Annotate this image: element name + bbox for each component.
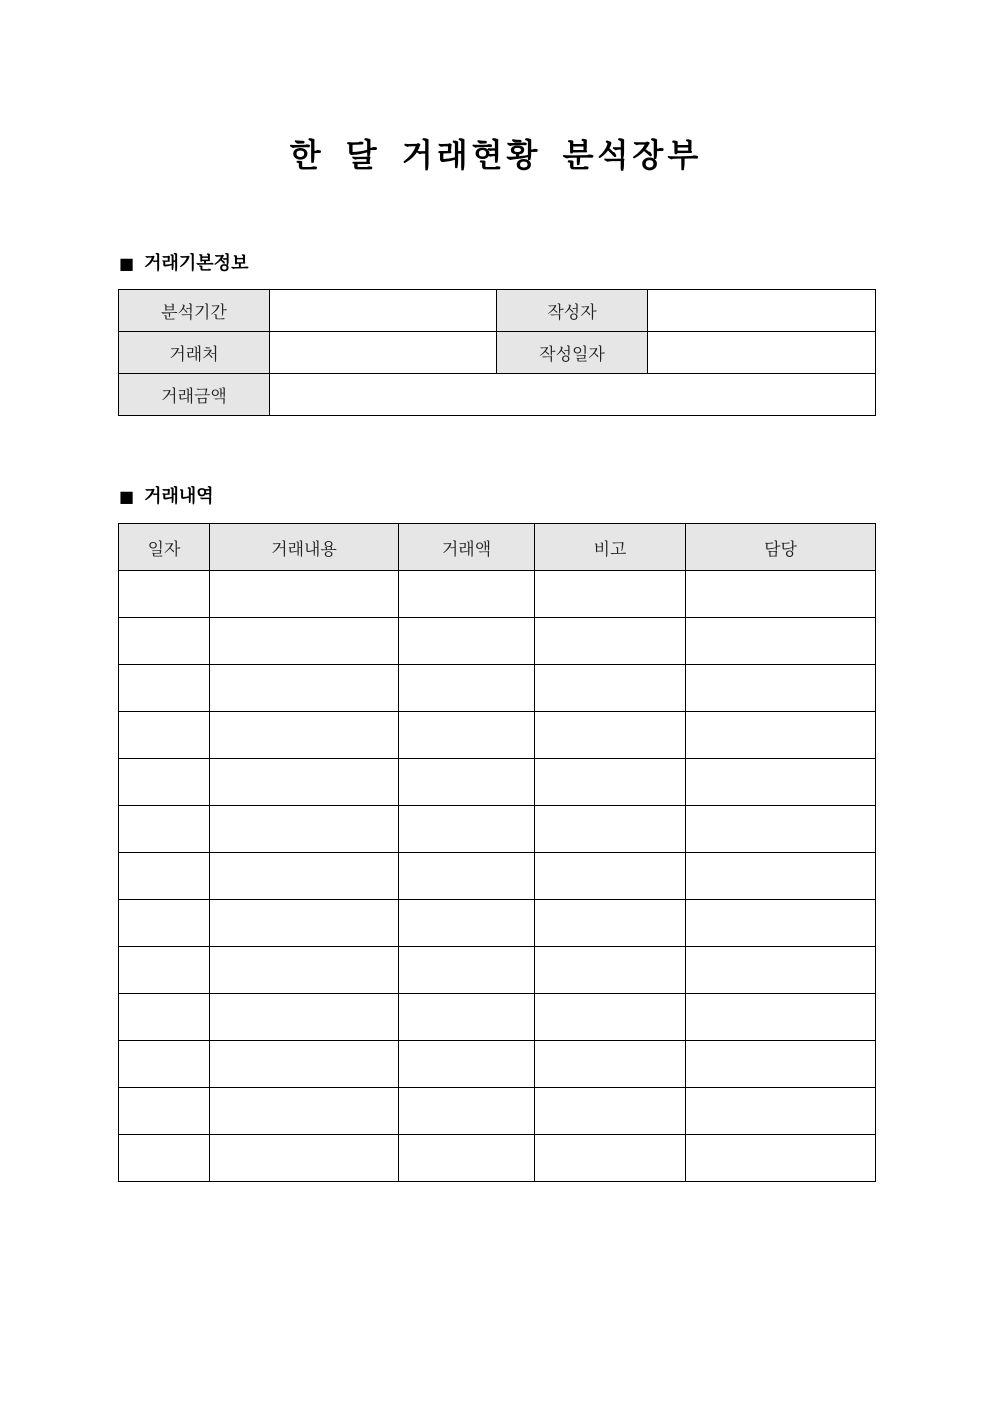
cell-manager[interactable] — [686, 571, 876, 618]
cell-date[interactable] — [119, 806, 210, 853]
cell-date[interactable] — [119, 712, 210, 759]
table-row — [119, 712, 876, 759]
cell-note[interactable] — [535, 900, 686, 947]
cell-amount[interactable] — [399, 571, 535, 618]
cell-note[interactable] — [535, 618, 686, 665]
cell-amount[interactable] — [399, 712, 535, 759]
cell-note[interactable] — [535, 1135, 686, 1182]
page-title: 한 달 거래현황 분석장부 — [289, 136, 703, 174]
table-row — [119, 853, 876, 900]
cell-description[interactable] — [210, 900, 399, 947]
cell-manager[interactable] — [686, 947, 876, 994]
cell-manager[interactable] — [686, 853, 876, 900]
square-bullet-icon: ■ — [119, 487, 135, 506]
cell-amount[interactable] — [399, 853, 535, 900]
cell-amount[interactable] — [399, 806, 535, 853]
column-header-date: 일자 — [119, 524, 210, 571]
cell-note[interactable] — [535, 665, 686, 712]
cell-description[interactable] — [210, 571, 399, 618]
cell-amount[interactable] — [399, 1041, 535, 1088]
table-row — [119, 900, 876, 947]
cell-description[interactable] — [210, 1135, 399, 1182]
cell-manager[interactable] — [686, 759, 876, 806]
cell-note[interactable] — [535, 853, 686, 900]
cell-amount[interactable] — [399, 759, 535, 806]
cell-description[interactable] — [210, 1041, 399, 1088]
cell-description[interactable] — [210, 665, 399, 712]
table-row — [119, 759, 876, 806]
cell-date[interactable] — [119, 900, 210, 947]
cell-note[interactable] — [535, 1041, 686, 1088]
cell-note[interactable] — [535, 994, 686, 1041]
cell-amount[interactable] — [399, 994, 535, 1041]
label-author: 작성자 — [497, 290, 648, 332]
transactions-body — [119, 571, 876, 1182]
section-heading-basic-info — [119, 252, 248, 276]
label-client: 거래처 — [119, 332, 270, 374]
cell-note[interactable] — [535, 571, 686, 618]
transactions-table — [118, 523, 876, 1182]
section-heading-label: 거래기본정보 — [144, 253, 249, 274]
column-header-note: 비고 — [535, 524, 686, 571]
cell-description[interactable] — [210, 947, 399, 994]
cell-note[interactable] — [535, 759, 686, 806]
cell-description[interactable] — [210, 1088, 399, 1135]
table-row — [119, 1135, 876, 1182]
cell-date[interactable] — [119, 853, 210, 900]
cell-manager[interactable] — [686, 665, 876, 712]
column-header-description: 거래내용 — [210, 524, 399, 571]
info-row-client — [119, 332, 876, 374]
label-date: 작성일자 — [497, 332, 648, 374]
cell-date[interactable] — [119, 759, 210, 806]
table-row — [119, 1088, 876, 1135]
cell-manager[interactable] — [686, 1041, 876, 1088]
square-bullet-icon: ■ — [119, 254, 135, 273]
label-amount: 거래금액 — [119, 374, 270, 416]
cell-manager[interactable] — [686, 618, 876, 665]
cell-manager[interactable] — [686, 1088, 876, 1135]
cell-amount[interactable] — [399, 618, 535, 665]
cell-date[interactable] — [119, 1088, 210, 1135]
cell-description[interactable] — [210, 712, 399, 759]
cell-amount[interactable] — [399, 900, 535, 947]
cell-manager[interactable] — [686, 712, 876, 759]
info-row-period — [119, 290, 876, 332]
basic-info-table — [118, 289, 876, 416]
cell-date[interactable] — [119, 571, 210, 618]
cell-description[interactable] — [210, 759, 399, 806]
cell-date[interactable] — [119, 1135, 210, 1182]
cell-note[interactable] — [535, 712, 686, 759]
cell-date[interactable] — [119, 665, 210, 712]
cell-date[interactable] — [119, 1041, 210, 1088]
value-period-field[interactable] — [270, 290, 497, 332]
column-header-amount: 거래액 — [399, 524, 535, 571]
cell-amount[interactable] — [399, 1088, 535, 1135]
section-heading-transactions — [119, 485, 214, 509]
cell-description[interactable] — [210, 806, 399, 853]
table-row — [119, 571, 876, 618]
cell-amount[interactable] — [399, 665, 535, 712]
table-row — [119, 1041, 876, 1088]
info-row-amount — [119, 374, 876, 416]
cell-amount[interactable] — [399, 1135, 535, 1182]
cell-note[interactable] — [535, 806, 686, 853]
cell-description[interactable] — [210, 853, 399, 900]
value-amount-field[interactable] — [270, 374, 876, 416]
column-header-manager: 담당 — [686, 524, 876, 571]
cell-manager[interactable] — [686, 806, 876, 853]
value-author-field[interactable] — [648, 290, 876, 332]
cell-manager[interactable] — [686, 900, 876, 947]
cell-manager[interactable] — [686, 994, 876, 1041]
label-period: 분석기간 — [119, 290, 270, 332]
cell-note[interactable] — [535, 947, 686, 994]
value-client-field[interactable] — [270, 332, 497, 374]
cell-date[interactable] — [119, 947, 210, 994]
table-header-row — [119, 524, 876, 571]
table-row — [119, 618, 876, 665]
cell-manager[interactable] — [686, 1135, 876, 1182]
cell-date[interactable] — [119, 994, 210, 1041]
cell-amount[interactable] — [399, 947, 535, 994]
value-date-field[interactable] — [648, 332, 876, 374]
cell-note[interactable] — [535, 1088, 686, 1135]
cell-description[interactable] — [210, 994, 399, 1041]
section-heading-label: 거래내역 — [144, 486, 214, 507]
cell-date[interactable] — [119, 618, 210, 665]
table-row — [119, 665, 876, 712]
table-row — [119, 806, 876, 853]
table-row — [119, 994, 876, 1041]
cell-description[interactable] — [210, 618, 399, 665]
table-row — [119, 947, 876, 994]
